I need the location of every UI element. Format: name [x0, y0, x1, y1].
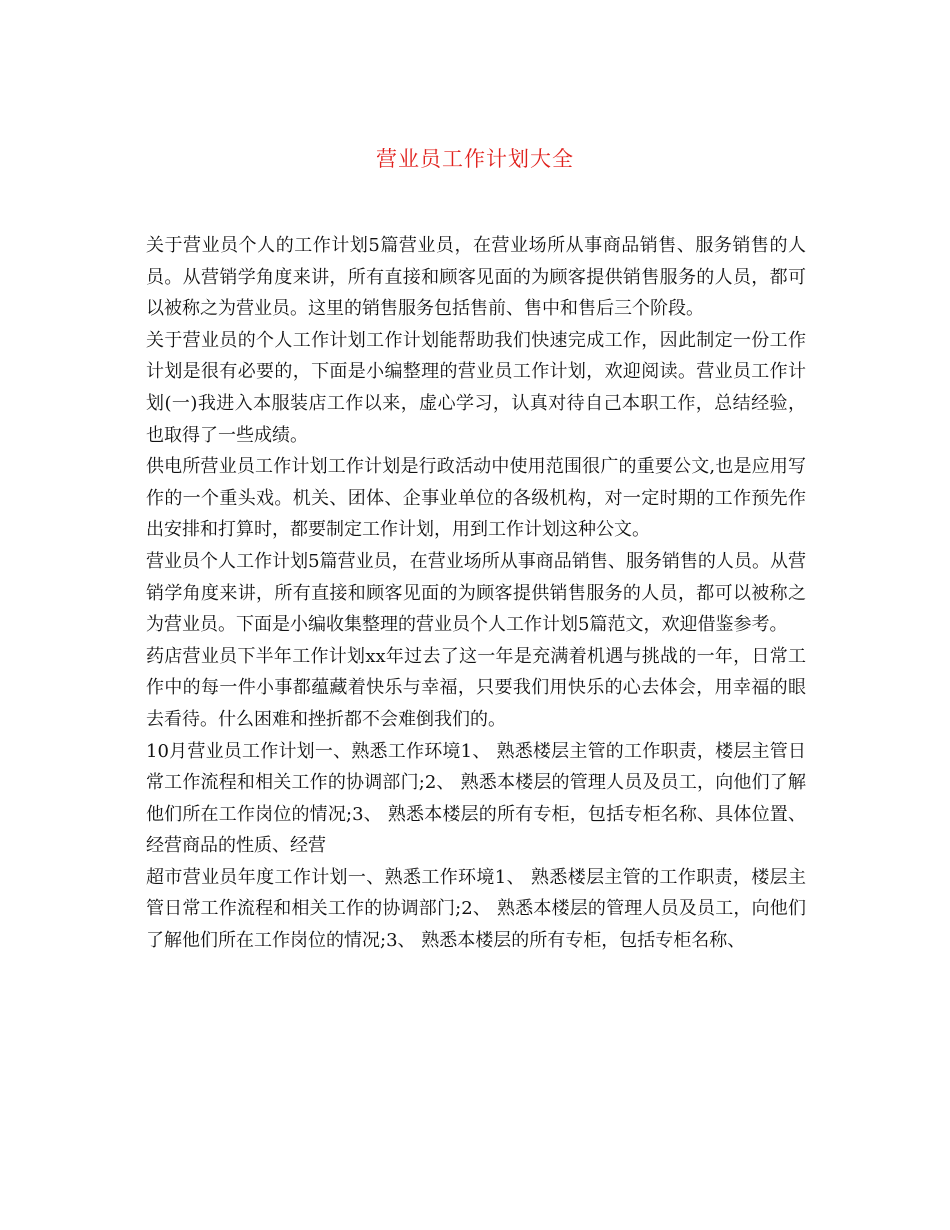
- paragraph: 药店营业员下半年工作计划xx年过去了这一年是充满着机遇与挑战的一年，日常工作中的每一件小事都蕴藏着快乐与幸福，只要我们用快乐的心去体会，用幸福的眼去看待。什么困难和挫折都不会难倒我们的。: [146, 645, 806, 730]
- paragraph: 10月营业员工作计划一、熟悉工作环境1、 熟悉楼层主管的工作职责，楼层主管日常工作流程和相关工作的协调部门;2、 熟悉本楼层的管理人员及员工，向他们了解他们所在工作岗位的情况;3、 熟悉本楼层的所有专柜，包括专柜名称、具体位置、经营商品的性质、经营: [146, 740, 806, 857]
- paragraph: 超市营业员年度工作计划一、熟悉工作环境1、 熟悉楼层主管的工作职责，楼层主管日常工作流程和相关工作的协调部门;2、 熟悉本楼层的管理人员及员工，向他们了解他们所在工作岗位的情况;3、 熟悉本楼层的所有专柜，包括专柜名称、: [146, 866, 806, 952]
- paragraph: 关于营业员个人的工作计划5篇营业员，在营业场所从事商品销售、服务销售的人员。从营销学角度来讲，所有直接和顾客见面的为顾客提供销售服务的人员，都可以被称之为营业员。这里的销售服务包括售前、售中和售后三个阶段。: [146, 235, 806, 320]
- paragraph: 供电所营业员工作计划工作计划是行政活动中使用范围很广的重要公文,也是应用写作的一个重头戏。机关、团体、企事业单位的各级机构，对一定时期的工作预先作出安排和打算时，都要制定工作计划，用到工作计划这种公文。: [146, 456, 806, 541]
- paragraph: 营业员个人工作计划5篇营业员，在营业场所从事商品销售、服务销售的人员。从营销学角度来讲，所有直接和顾客见面的为顾客提供销售服务的人员，都可以被称之为营业员。下面是小编收集整理的营业员个人工作计划5篇范文，欢迎借鉴参考。: [146, 550, 806, 636]
- paragraph: 关于营业员的个人工作计划工作计划能帮助我们快速完成工作，因此制定一份工作计划是很有必要的，下面是小编整理的营业员工作计划，欢迎阅读。营业员工作计划(一)我进入本服装店工作以来，虚心学习，认真对待自己本职工作，总结经验，也取得了一些成绩。: [146, 329, 806, 446]
- document-body: [146, 230, 806, 957]
- document-title: 营业员工作计划大全: [376, 147, 574, 171]
